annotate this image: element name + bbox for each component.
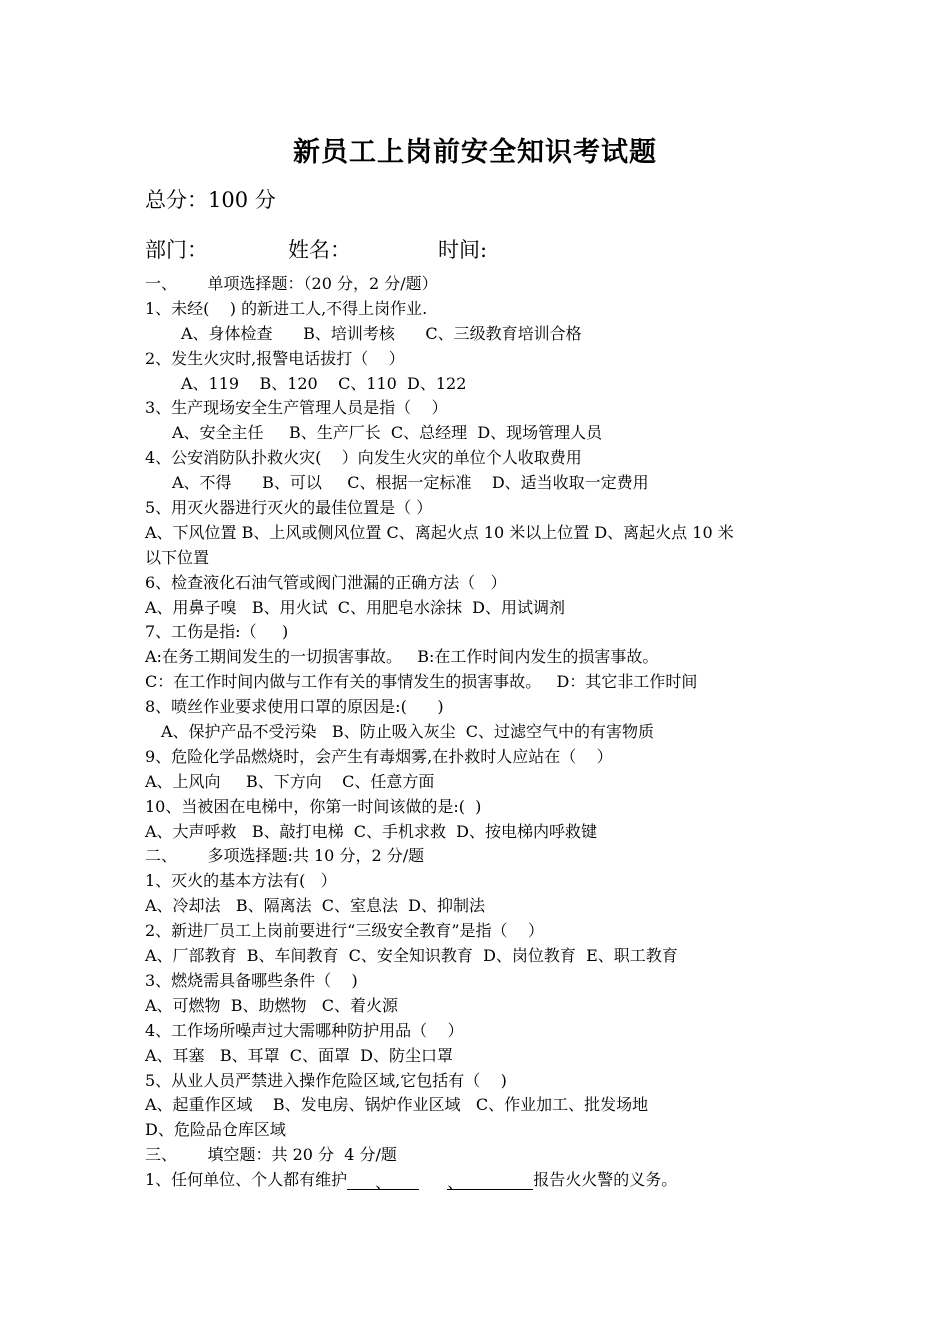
options-continued: 以下位置 xyxy=(145,547,210,567)
options: A、厂部教育 B、车间教育 C、安全知识教育 D、岗位教育 E、职工教育 xyxy=(145,946,678,966)
options: A、119 B、120 C、110 D、122 xyxy=(181,373,467,393)
options: A:在务工期间发生的一切损害事故。 B:在工作时间内发生的损害事故。 xyxy=(145,647,659,667)
fill-separator: 、 xyxy=(447,1173,464,1193)
options: A、大声呼救 B、敲打电梯 C、手机求救 D、按电梯内呼救键 xyxy=(145,821,597,841)
question: 4、工作场所噪声过大需哪种防护用品（ ） xyxy=(145,1020,464,1040)
options: A、冷却法 B、隔离法 C、室息法 D、抑制法 xyxy=(145,896,485,916)
question: 2、发生火灾时,报警电话拔打（ ） xyxy=(145,348,405,368)
options: C：在工作时间内做与工作有关的事情发生的损害事故。 D：其它非工作时间 xyxy=(145,672,698,692)
question: 3、生产现场安全生产管理人员是指（ ） xyxy=(145,398,448,418)
options: A、安全主任 B、生产厂长 C、总经理 D、现场管理人员 xyxy=(172,423,603,443)
options: A、耳塞 B、耳罩 C、面罩 D、防尘口罩 xyxy=(145,1045,453,1065)
fill-separator: 、 xyxy=(375,1173,392,1193)
question: 6、检查液化石油气管或阀门泄漏的正确方法（ ） xyxy=(145,572,507,592)
department-label: 部门： xyxy=(145,238,208,262)
total-score: 总分：100 分 xyxy=(145,188,276,212)
question: 5、从业人员严禁进入操作危险区域,它包括有（ ) xyxy=(145,1070,507,1090)
options: A、保护产品不受污染 B、防止吸入灰尘 C、过滤空气中的有害物质 xyxy=(161,722,654,742)
fill-text-end: 报告火火警的义务。 xyxy=(533,1170,678,1190)
time-label: 时间: xyxy=(438,238,488,262)
question: 7、工伤是指:（ ) xyxy=(145,622,289,642)
question: 1、未经( ) 的新进工人,不得上岗作业. xyxy=(145,298,428,318)
question: 5、用灭火器进行灭火的最佳位置是（ ） xyxy=(145,498,433,518)
section-heading-multiple-choice: 二、 多项选择题:共 10 分，2 分/题 xyxy=(145,846,425,866)
fill-blank-1 xyxy=(347,1171,419,1193)
question: 3、燃烧需具备哪些条件（ ) xyxy=(145,970,358,990)
page-title: 新员工上岗前安全知识考试题 xyxy=(293,137,657,168)
options-continued: D、危险品仓库区域 xyxy=(145,1120,286,1140)
question-list xyxy=(145,272,815,1193)
options: A、下风位置 B、上风或侧风位置 C、离起火点 10 米以上位置 D、离起火点 10 米 xyxy=(145,522,734,542)
question: 1、灭火的基本方法有( ） xyxy=(145,871,337,891)
options: A、不得 B、可以 C、根据一定标准 D、适当收取一定费用 xyxy=(172,473,649,493)
options: A、身体检查 B、培训考核 C、三级教育培训合格 xyxy=(181,323,582,343)
question: 2、新进厂员工上岗前要进行“三级安全教育”是指（ ） xyxy=(145,921,544,941)
options: A、用鼻子嗅 B、用火试 C、用肥皂水涂抹 D、用试调剂 xyxy=(145,597,565,617)
section-heading-fill-in: 三、 填空题：共 20 分 4 分/题 xyxy=(145,1145,397,1165)
question: 4、公安消防队扑救火灾( ）向发生火灾的单位个人收取费用 xyxy=(145,448,582,468)
question: 8、喷丝作业要求使用口罩的原因是:( ) xyxy=(145,697,444,717)
question: 10、当被困在电梯中，你第一时间该做的是:( ) xyxy=(145,796,482,816)
options: A、可燃物 B、助燃物 C、着火源 xyxy=(145,995,398,1015)
question: 9、危险化学品燃烧时，会产生有毒烟雾,在扑救时人应站在（ ） xyxy=(145,746,613,766)
fill-text-start: 1、任何单位、个人都有维护 xyxy=(145,1170,348,1190)
name-label: 姓名： xyxy=(288,238,351,262)
section-heading-single-choice: 一、 单项选择题：（20 分，2 分/题） xyxy=(145,274,438,293)
options: A、起重作区域 B、发电房、锅炉作业区域 C、作业加工、批发场地 xyxy=(145,1095,649,1115)
fill-question xyxy=(145,1168,815,1193)
options: A、上风向 B、下方向 C、任意方面 xyxy=(145,771,435,791)
fill-blank-2 xyxy=(447,1171,533,1193)
